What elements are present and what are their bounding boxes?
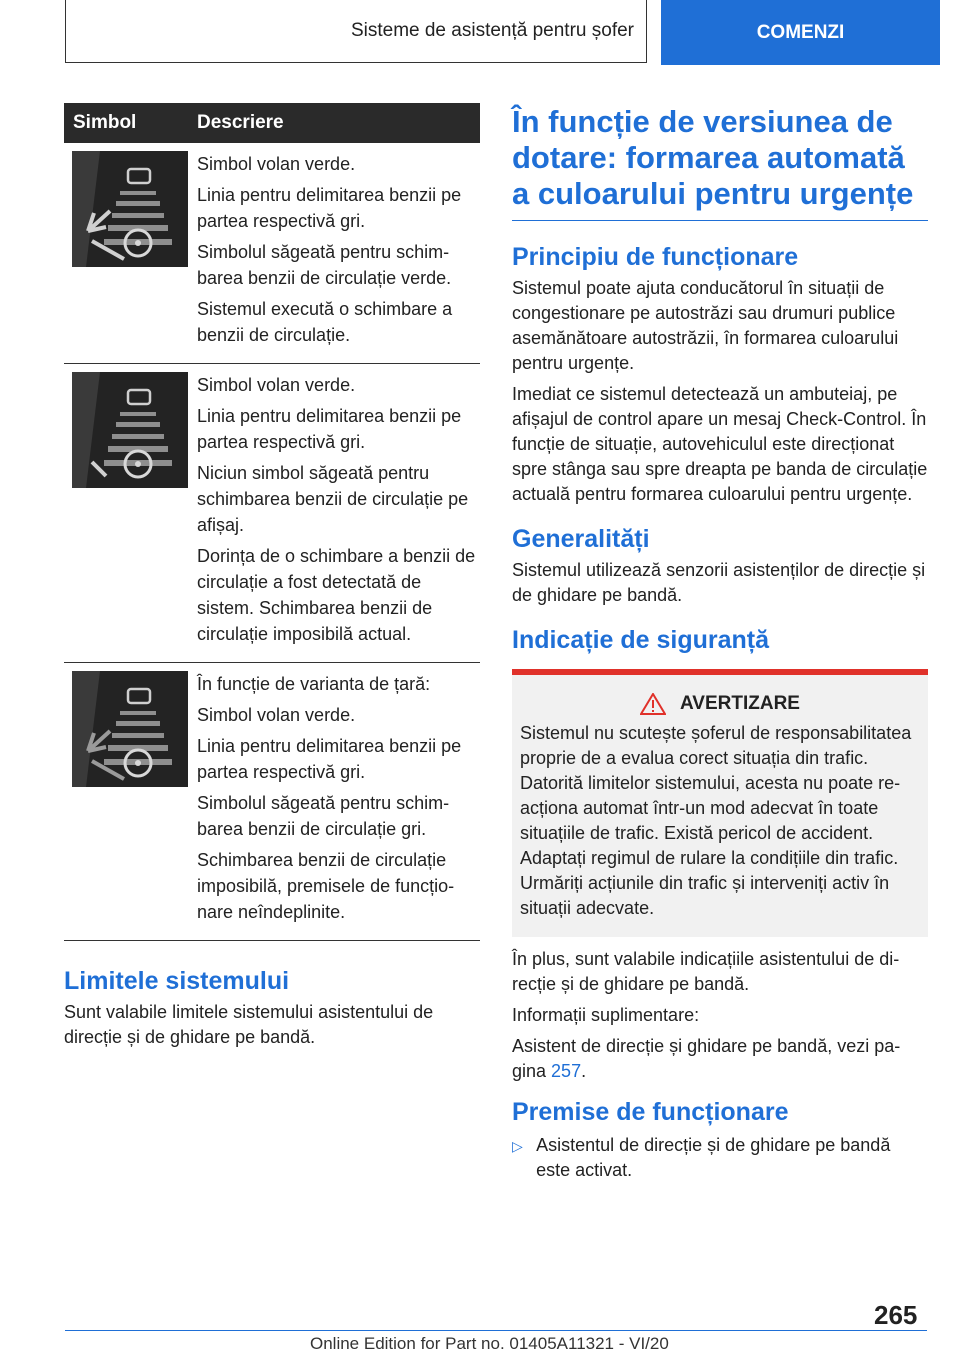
row-description <box>197 671 480 930</box>
footer-edition-text: Online Edition for Part no. 01405A11321 - VI/20 <box>310 1334 669 1353</box>
reference-text: Asistent de direcție și ghidare pe bandă, vezi pagina <box>512 1036 901 1081</box>
additional-paragraph-2: Informații suplimentare: <box>512 1005 700 1025</box>
desc-line: Simbol volan verde. <box>197 154 356 174</box>
page-title: În funcție de versiunea de dotare: formarea automată a culoarului pentru urgențe <box>512 104 928 221</box>
desc-line: Linia pentru delimitarea benzii pe partea respectivă gri. <box>197 736 462 782</box>
desc-line: Sistemul execută o schimbare a benzii de circulație. <box>197 299 453 345</box>
left-column <box>64 103 480 1056</box>
limits-heading: Limitele sistemului <box>64 967 290 995</box>
header-tab[interactable] <box>661 0 940 65</box>
warning-text: Sistemul nu scutește șoferul de responsabilitatea proprie de a evalua corect situația din trafic. Datorită limitelor sistemului, acesta nu poate reacționa automat într-un mod adecvat în toate situațiile de trafic. Există pericol de accident. Adaptați regimul de rulare la condițiile din trafic. Urmăriți acțiunile din trafic și interveniți activ în situații adecvate. <box>520 723 912 918</box>
limits-text: Sunt valabile limitele sistemului asistentului de direcție și de ghidare pe bandă. <box>64 1002 434 1047</box>
desc-line: Simbol volan verde. <box>197 375 356 395</box>
page-reference-link[interactable]: 257 <box>551 1061 582 1081</box>
page-number: 265 <box>874 1300 918 1330</box>
desc-line: Schimbarea benzii de circulație imposibilă, premisele de funcționare neîndeplinite. <box>197 850 455 922</box>
premise-heading: Premise de funcționare <box>512 1098 789 1126</box>
premise-item-text: Asistentul de direcție și de ghidare pe bandă este activat. <box>536 1135 891 1180</box>
desc-line: Linia pentru delimitarea benzii pe partea respectivă gri. <box>197 406 462 452</box>
footer-divider <box>65 1330 927 1331</box>
warning-title-label: AVERTIZARE <box>680 693 800 714</box>
table-row <box>64 364 480 663</box>
col-symbol: Simbol <box>73 112 137 133</box>
desc-line: Simbolul săgeată pentru schimbarea benzii de circulație gri. <box>197 793 450 839</box>
desc-line: În funcție de varianta de țară: <box>197 674 431 694</box>
general-paragraph: Sistemul utilizează senzorii asistenților de direcție și de ghidare pe bandă. <box>512 560 926 605</box>
warning-title <box>520 693 920 715</box>
general-heading: Generalități <box>512 525 650 553</box>
header-tab-label: COMENZI <box>756 21 845 43</box>
symbol-table-header <box>64 103 480 143</box>
principle-paragraph-1: Sistemul poate ajuta conducătorul în situații de congestionare pe autostrăzi sau drumuri publice asemănătoare autostrăzii, în formarea culoarului pentru urgențe. <box>512 278 899 373</box>
warning-box <box>512 669 928 937</box>
desc-line: Simbolul săgeată pentru schimbarea benzii de circulație verde. <box>197 242 452 288</box>
additional-paragraph-1: În plus, sunt valabile indicațiile asistentului de direcție și de ghidare pe bandă. <box>512 949 900 994</box>
desc-line: Simbol volan verde. <box>197 705 356 725</box>
col-description: Descriere <box>197 112 284 133</box>
lane-change-arrow-grey-icon <box>72 671 188 787</box>
header-section-label: Sisteme de asistență pentru șofer <box>350 20 634 41</box>
bullet-triangle-icon: ▷ <box>512 1138 523 1154</box>
footer-edition <box>310 1334 669 1354</box>
lane-keeping-steering-icon <box>72 372 188 488</box>
right-column <box>512 104 928 1183</box>
row-description <box>197 372 480 652</box>
table-row <box>64 143 480 364</box>
principle-heading: Principiu de funcționare <box>512 243 799 271</box>
desc-line: Dorința de o schimbare a benzii de circulație a fost detectată de sistem. Schimbarea benzii de circulație imposibilă actual. <box>197 546 476 644</box>
row-description <box>197 151 480 353</box>
desc-line: Niciun simbol săgeată pentru schimbarea benzii de circulație pe afișaj. <box>197 463 469 535</box>
safety-heading: Indicație de siguranță <box>512 626 770 654</box>
list-item <box>512 1133 928 1183</box>
reference-suffix: . <box>581 1061 587 1081</box>
desc-line: Linia pentru delimitarea benzii pe partea respectivă gri. <box>197 185 462 231</box>
lane-change-arrow-icon <box>72 151 188 267</box>
table-row <box>64 663 480 941</box>
header-section-title <box>65 0 647 63</box>
additional-paragraph-3 <box>512 1034 928 1084</box>
principle-paragraph-2: Imediat ce sistemul detectează un ambuteiaj, pe afișajul de control apare un mesaj Check-Control. În funcție de situație, autovehiculul este direcționat spre stânga sau spre dreapta pe banda de circulație actuală pentru formarea culoarului pentru urgențe. <box>512 384 928 504</box>
warning-triangle-icon <box>640 693 666 715</box>
